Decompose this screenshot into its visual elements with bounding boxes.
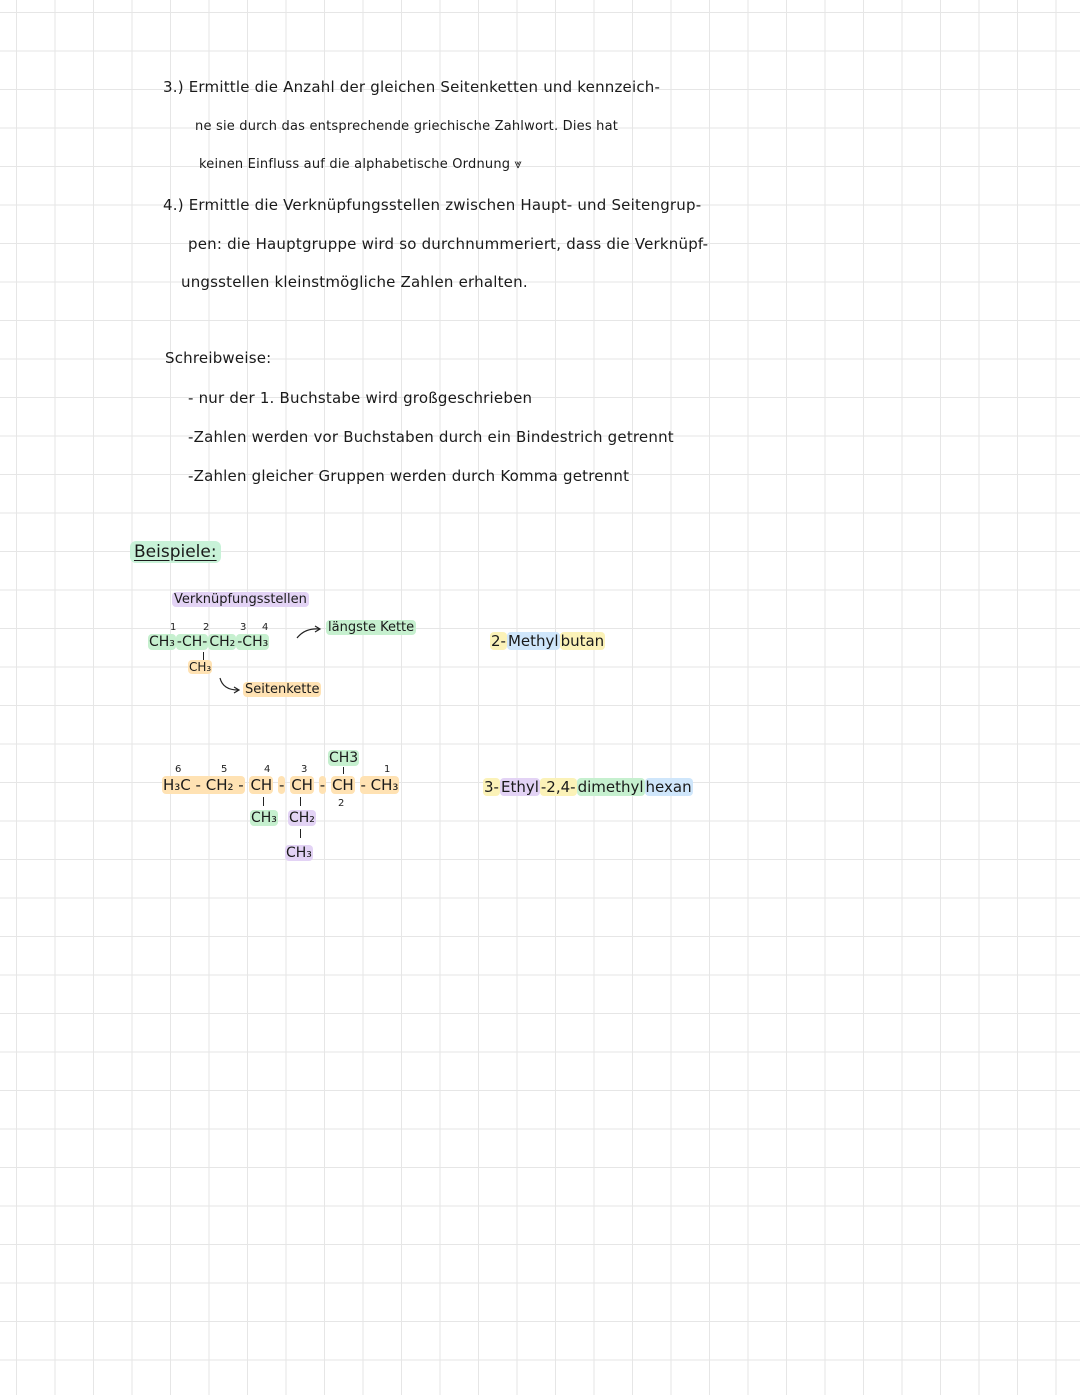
notation-title: Schreibweise: [165,349,272,367]
examples-heading: Beispiele: [130,541,221,563]
ex2-branch-mid-text: CH₂ [289,810,315,826]
ex2-bond-mid [300,797,301,806]
ex2-bond-lower [300,829,301,838]
step4-line3: ungsstellen kleinstmögliche Zahlen erhalten. [181,273,528,291]
arrow-to-side-chain [218,676,244,696]
ex1-chain-part2: -CH- [176,634,208,650]
ex2-name-part3: -2,4- [540,778,576,796]
notation-rule-3: -Zahlen gleicher Gruppen werden durch Komma getrennt [188,467,630,485]
ex2-chain-part1: H₃C - CH₂ - [163,776,244,794]
label-side-chain: Seitenkette [245,682,320,697]
ex1-name-parent: butan [560,632,605,650]
ex1-num-1: 1 [170,622,177,633]
ex2-branch-bottom-text: CH₃ [286,845,312,861]
ex2-branch-mid [288,810,316,826]
ex2-name-part2: Ethyl [500,778,539,796]
ex2-num-1: 1 [384,764,391,775]
ex2-top-branch [328,750,359,766]
ex2-name-part4: dimethyl [577,778,644,796]
ex2-branch-left-text: CH₃ [251,810,277,826]
ex1-name-prefix: 2- [491,632,506,650]
ex2-branch-bottom [285,845,313,861]
label-longest-chain: längste Kette [328,620,415,635]
ex2-chain-part6: CH [331,776,354,794]
ex2-num-3: 3 [301,764,308,775]
step4-line2: pen: die Hauptgruppe wird so durchnummeriert, dass die Verknüpf- [188,235,709,253]
ex1-num-3: 3 [240,622,247,633]
ex1-name-group: Methyl [507,632,559,650]
ex1-main-chain [148,634,269,650]
ex2-name-part1: 3- [484,778,499,796]
ex1-chain-part3: CH₂ [209,634,236,650]
ex2-name-part5: hexan [645,778,692,796]
notation-rule-2: -Zahlen werden vor Buchstaben durch ein Bindestrich getrennt [188,428,674,446]
step3-line2: ne sie durch das entsprechende griechische Zahlwort. Dies hat [195,119,619,134]
ex2-top-branch-text: CH3 [329,750,359,766]
ex1-num-2: 2 [203,622,210,633]
ex2-top-bond [343,767,344,774]
ex2-chain-part5: - [319,776,326,794]
ex2-num-5: 5 [221,764,228,775]
arrow-to-longest-chain [295,622,325,642]
notation-rule-1: - nur der 1. Buchstabe wird großgeschrieben [188,389,533,407]
ex2-bond-left [263,797,264,806]
ex2-num-2: 2 [338,798,345,809]
step4-line1: 4.) Ermittle die Verknüpfungsstellen zwischen Haupt- und Seitengrup- [163,196,702,214]
ex2-num-4: 4 [264,764,271,775]
ex2-main-chain [162,776,399,794]
example1-name [490,632,605,650]
ex2-chain-part7: - CH₃ [360,776,399,794]
ex1-num-4: 4 [262,622,269,633]
ex2-chain-part3: - [279,776,285,794]
ex2-chain-part2: CH [250,776,273,794]
ex1-branch [188,660,212,674]
example2-name [483,778,693,796]
step3-line1: 3.) Ermittle die Anzahl der gleichen Seitenketten und kennzeich- [163,78,661,96]
ex1-chain-part4: -CH₃ [237,634,269,650]
ex2-branch-left [250,810,278,826]
ex2-chain-part4: CH [291,776,313,794]
step3-line3: keinen Einfluss auf die alphabetische Ordnung ⩔ [199,157,523,172]
ex1-branch-text: CH₃ [189,660,212,674]
ex1-chain-part1: CH₃ [149,634,175,650]
ex2-num-6: 6 [175,764,182,775]
label-verknuepfungsstellen: Verknüpfungsstellen [174,592,307,607]
